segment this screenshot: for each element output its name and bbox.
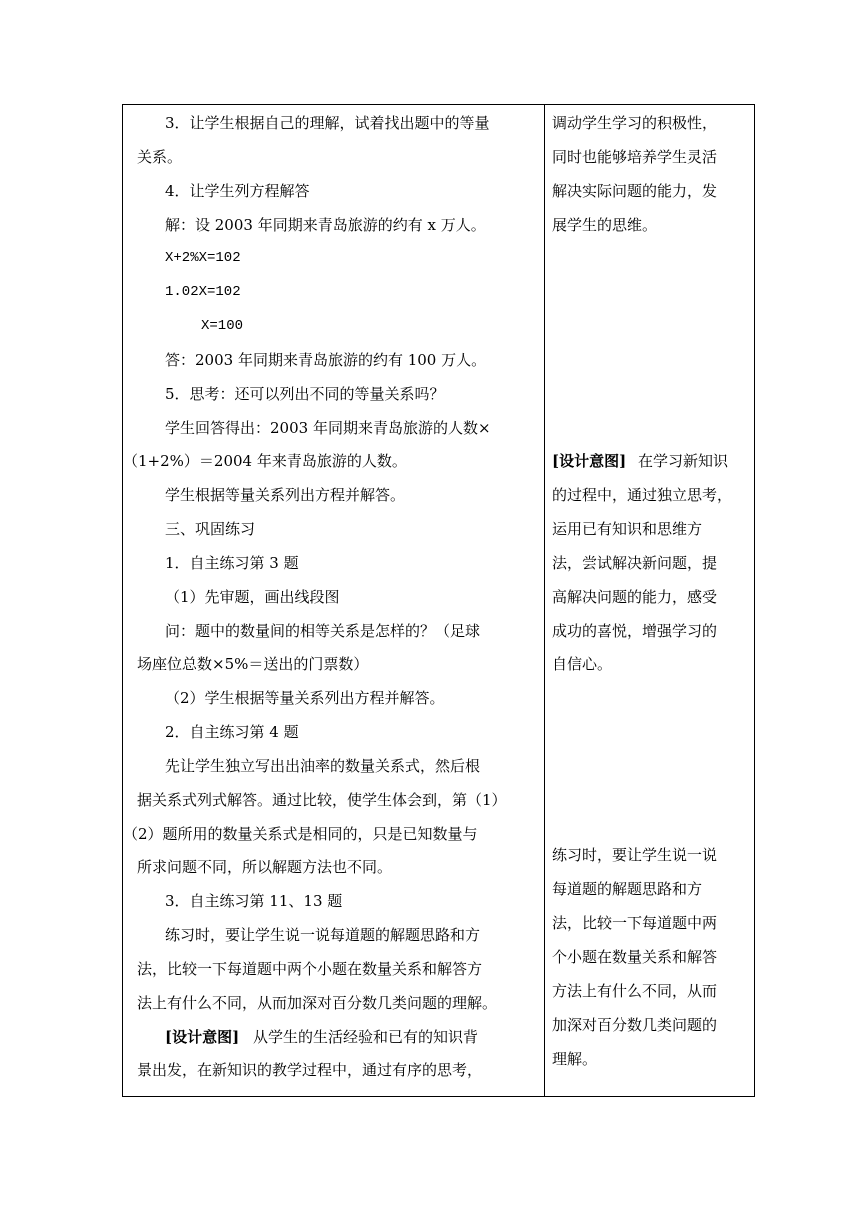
text-line: 答：2003 年同期来青岛旅游的约有 100 万人。 [165,351,487,369]
text-line: 方法上有什么不同，从而 [552,982,718,1000]
equation-line: X=100 [201,318,244,334]
lesson-plan-table [122,104,755,1097]
text-line: 练习时，要让学生说一说每道题的解题思路和方 [165,926,481,944]
section-heading: 三、巩固练习 [165,520,256,538]
text-line: 运用已有知识和思维方 [552,520,703,538]
text-line: 解：设 2003 年同期来青岛旅游的约有 x 万人。 [165,216,486,234]
text-line: 3．让学生根据自己的理解，试着找出题中的等量 [165,114,490,132]
text-line: 先让学生独立写出出油率的数量关系式，然后根 [165,757,481,775]
text-line: 法上有什么不同，从而加深对百分数几类问题的理解。 [137,994,498,1012]
text-line: 所求问题不同，所以解题方法也不同。 [137,858,393,876]
equation-line: X+2%X=102 [165,250,241,266]
text-line: 展学生的思维。 [552,216,658,234]
text-line: 问：题中的数量间的相等关系是怎样的？（足球 [165,622,481,640]
text-line: 法，尝试解决新问题，提 [552,554,718,572]
design-intent-label: [设计意图] [165,1028,240,1046]
design-intent-label: [设计意图] [552,452,627,470]
text-line: 学生回答得出：2003 年同期来青岛旅游的人数× [165,419,491,437]
text-line: 从学生的生活经验和已有的知识背 [253,1028,479,1046]
text-line: 2．自主练习第 4 题 [165,723,299,741]
text-line: 的过程中，通过独立思考， [552,486,733,504]
equation-line: 1.02X=102 [165,284,241,300]
text-line: 练习时，要让学生说一说 [552,846,718,864]
text-line: 景出发，在新知识的教学过程中，通过有序的思考， [137,1061,483,1079]
text-line: 1．自主练习第 3 题 [165,554,299,572]
text-line: 每道题的解题思路和方 [552,880,703,898]
text-line: 5．思考：还可以列出不同的等量关系吗？ [165,385,445,403]
text-line: 理解。 [552,1050,598,1068]
text-line: 同时也能够培养学生灵活 [552,148,718,166]
text-line: 加深对百分数几类问题的 [552,1016,718,1034]
text-line: 调动学生学习的积极性， [552,114,718,132]
text-line: （1+2%）＝2004 年来青岛旅游的人数。 [123,452,407,470]
text-line: 3．自主练习第 11、13 题 [165,892,343,910]
text-line: （2）题所用的数量关系式是相同的，只是已知数量与 [123,825,478,843]
text-line: 法，比较一下每道题中两 [552,914,718,932]
text-line: 关系。 [137,148,183,166]
text-line: 场座位总数×5%＝送出的门票数） [137,655,369,673]
text-line: 高解决问题的能力，感受 [552,588,718,606]
text-line: 法，比较一下每道题中两个小题在数量关系和解答方 [137,960,483,978]
text-line: 成功的喜悦，增强学习的 [552,622,718,640]
text-line: 在学习新知识 [638,452,729,470]
text-line: 个小题在数量关系和解答 [552,948,718,966]
text-line: 学生根据等量关系列出方程并解答。 [165,486,406,504]
text-line: （2）学生根据等量关系列出方程并解答。 [165,689,445,707]
column-divider [544,105,545,1096]
text-line: 据关系式列式解答。通过比较，使学生体会到，第（1） [137,791,507,809]
text-line: 4．让学生列方程解答 [165,182,310,200]
text-line: （1）先审题，画出线段图 [165,588,340,606]
text-line: 自信心。 [552,655,613,673]
text-line: 解决实际问题的能力，发 [552,182,718,200]
